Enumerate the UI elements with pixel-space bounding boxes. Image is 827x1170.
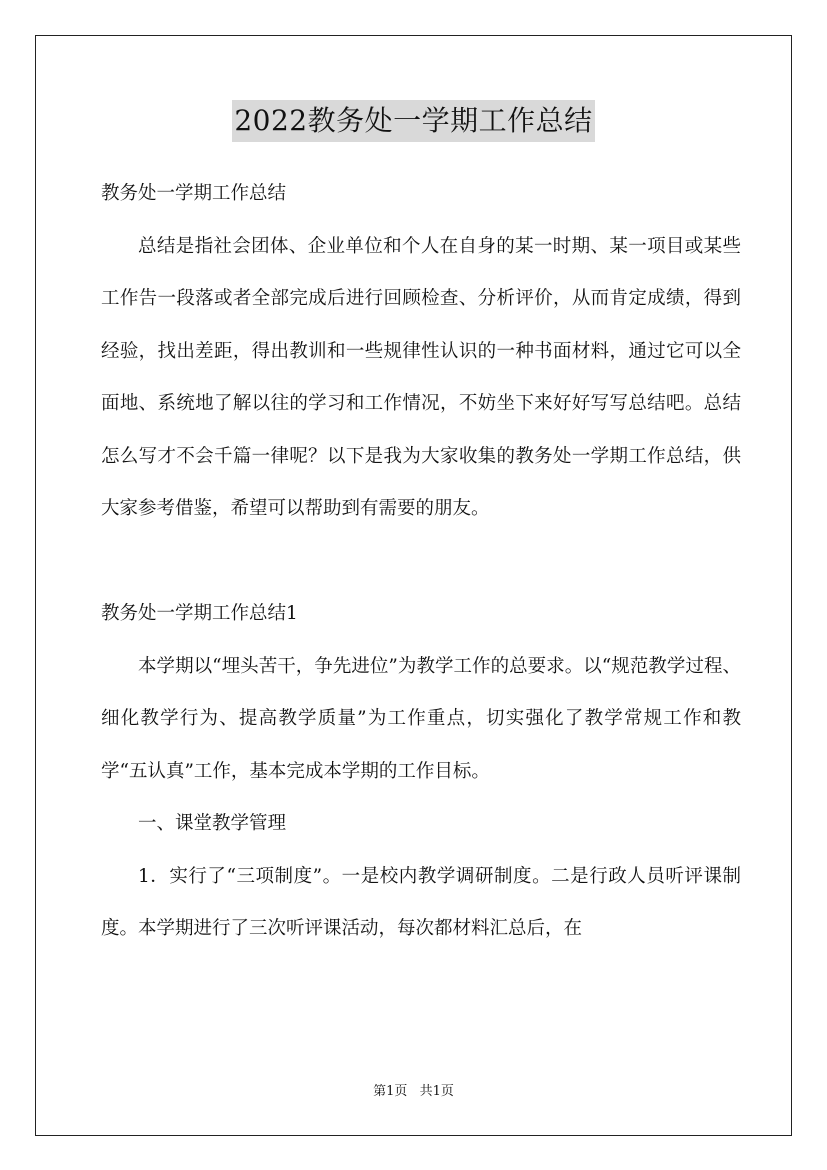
document-title: 2022教务处一学期工作总结 [232, 100, 594, 142]
title-container [0, 100, 827, 142]
item-1-paragraph: 1．实行了“三项制度”。一是校内教学调研制度。二是行政人员听评课制度。本学期进行了三次听评课活动，每次都材料汇总后，在 [101, 865, 741, 939]
page-number-total: 共1页 [419, 1084, 454, 1099]
paragraph-gap [101, 536, 741, 589]
document-subtitle: 教务处一学期工作总结 [101, 183, 287, 204]
section-1-paragraph: 本学期以“埋头苦干，争先进位”为教学工作的总要求。以“规范教学过程、细化教学行为、提高教学质量”为工作重点，切实强化了教学常规工作和教学“五认真”工作，基本完成本学期的工作目标。 [101, 655, 741, 782]
page-number-current: 第1页 [373, 1084, 408, 1099]
intro-paragraph: 总结是指社会团体、企业单位和个人在自身的某一时期、某一项目或某些工作告一段落或者全部完成后进行回顾检查、分析评价，从而肯定成绩，得到经验，找出差距，得出教训和一些规律性认识的一种书面材料，通过它可以全面地、系统地了解以往的学习和工作情况，不妨坐下来好好写写总结吧。总结怎么写才不会千篇一律呢？以下是我为大家收集的教务处一学期工作总结，供大家参考借鉴，希望可以帮助到有需要的朋友。 [101, 235, 741, 519]
section-1-heading: 教务处一学期工作总结1 [101, 603, 298, 624]
subheading-classroom-management: 一、课堂教学管理 [138, 813, 287, 834]
document-body [101, 168, 741, 956]
page-footer [0, 1082, 827, 1102]
